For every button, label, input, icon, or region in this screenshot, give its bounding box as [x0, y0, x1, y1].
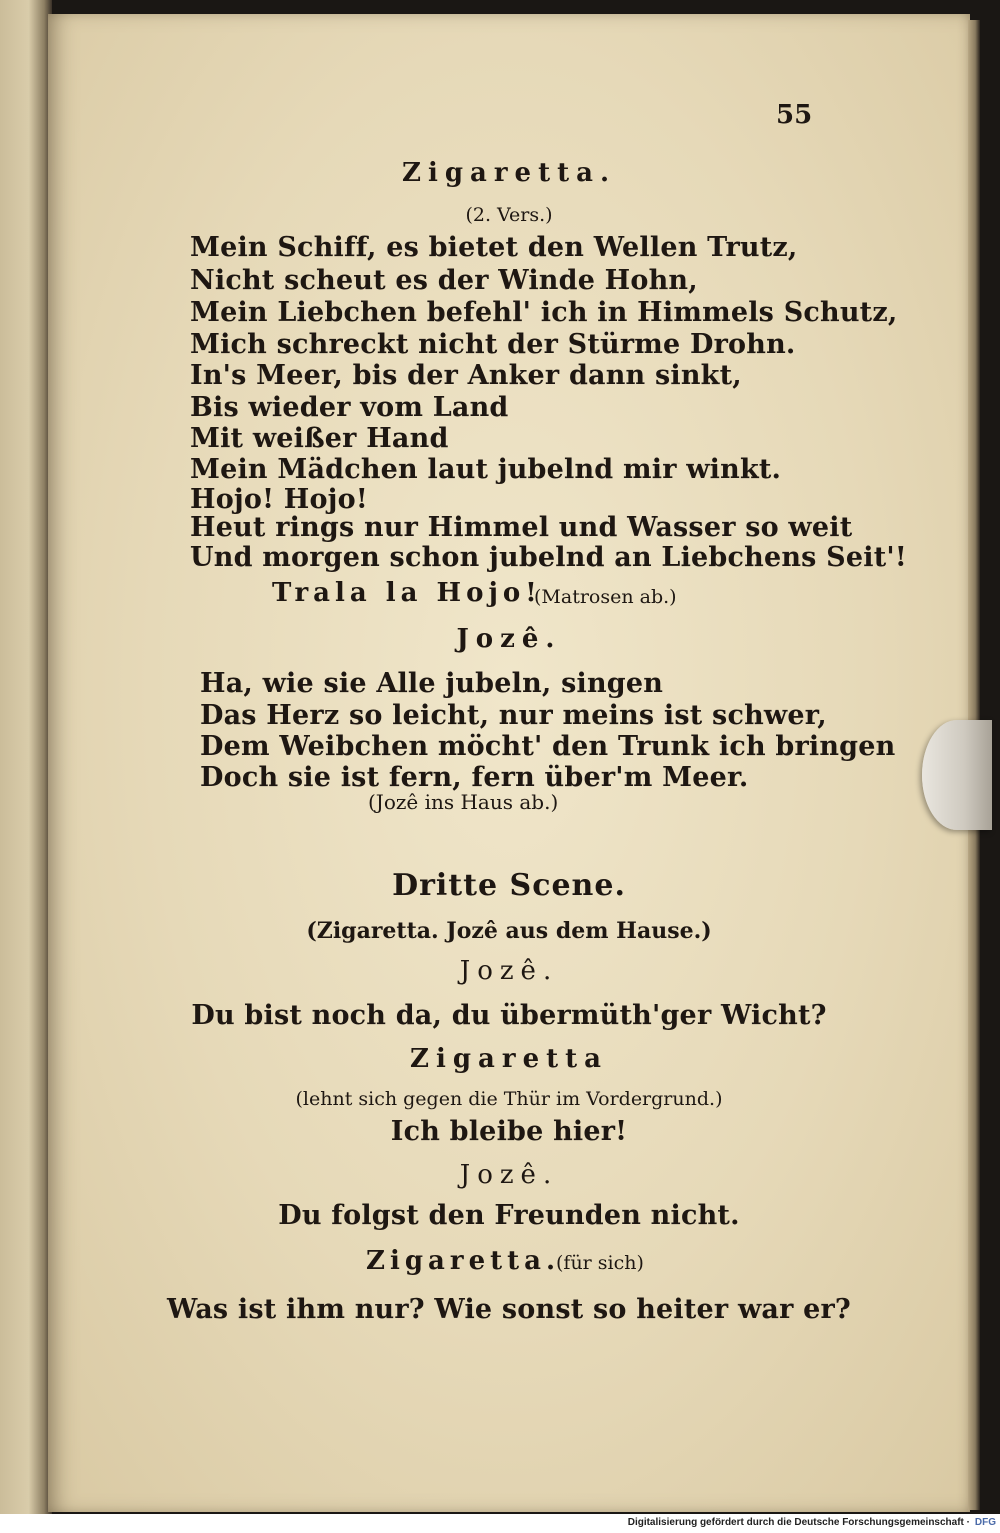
speaker-heading: Jozê.: [456, 624, 562, 654]
verse-line: Bis wieder vom Land: [190, 392, 509, 423]
verse-line: Mein Schiff, es bietet den Wellen Trutz,: [190, 232, 798, 263]
verse-line: Dem Weibchen möcht' den Trunk ich bringen: [200, 731, 896, 762]
speaker-heading: Jozê.: [459, 956, 559, 986]
speaker-direction: (für sich): [556, 1252, 644, 1274]
verse-line: Heut rings nur Himmel und Wasser so weit: [190, 512, 853, 543]
refrain-direction: (Matrosen ab.): [534, 586, 677, 608]
dialogue-line: Ich bleibe hier!: [390, 1116, 628, 1147]
page-number: 55: [776, 100, 813, 130]
verse-line: In's Meer, bis der Anker dann sinkt,: [190, 360, 742, 391]
speaker-heading: Zigaretta: [410, 1044, 608, 1074]
stage-direction: (Jozê ins Haus ab.): [368, 790, 559, 814]
verse-line: Ha, wie sie Alle jubeln, singen: [200, 668, 664, 699]
speaker-heading: Jozê.: [459, 1160, 559, 1190]
scene-title: Dritte Scene.: [392, 868, 626, 903]
verse-line: Mich schreckt nicht der Stürme Drohn.: [190, 329, 796, 360]
verse-line: Und morgen schon jubelnd an Liebchens Seit'!: [190, 542, 907, 573]
speaker-heading: Zigaretta.: [401, 158, 617, 188]
verse-line: Doch sie ist fern, fern über'm Meer.: [200, 762, 749, 793]
verse-line: Mein Liebchen befehl' ich in Himmels Schutz,: [190, 297, 898, 328]
dfg-logo: DFG: [974, 1517, 996, 1528]
dialogue-line: Du folgst den Freunden nicht.: [278, 1200, 740, 1231]
verse-line: Mein Mädchen laut jubelnd mir winkt.: [190, 454, 782, 485]
page-clip: [922, 720, 992, 830]
dialogue-line: Du bist noch da, du übermüth'ger Wicht?: [191, 1000, 827, 1031]
stage-direction: (lehnt sich gegen die Thür im Vordergrund.): [295, 1088, 723, 1110]
scene-cast-direction: (Zigaretta. Jozê aus dem Hause.): [306, 918, 712, 944]
refrain: Trala la Hojo!: [272, 578, 542, 608]
footer-credit: Digitalisierung gefördert durch die Deutsche Forschungsgemeinschaft ·: [627, 1517, 970, 1528]
verse-line: Nicht scheut es der Winde Hohn,: [190, 265, 698, 296]
verse-line: Mit weißer Hand: [190, 423, 449, 454]
verse-line: Hojo! Hojo!: [190, 484, 368, 515]
dialogue-line: Was ist ihm nur? Wie sonst so heiter war er?: [167, 1294, 851, 1325]
facing-page-edge: [0, 0, 52, 1520]
verse-label: (2. Vers.): [465, 204, 553, 226]
speaker-heading: Zigaretta.: [366, 1246, 561, 1276]
verse-line: Das Herz so leicht, nur meins ist schwer,: [200, 700, 827, 731]
